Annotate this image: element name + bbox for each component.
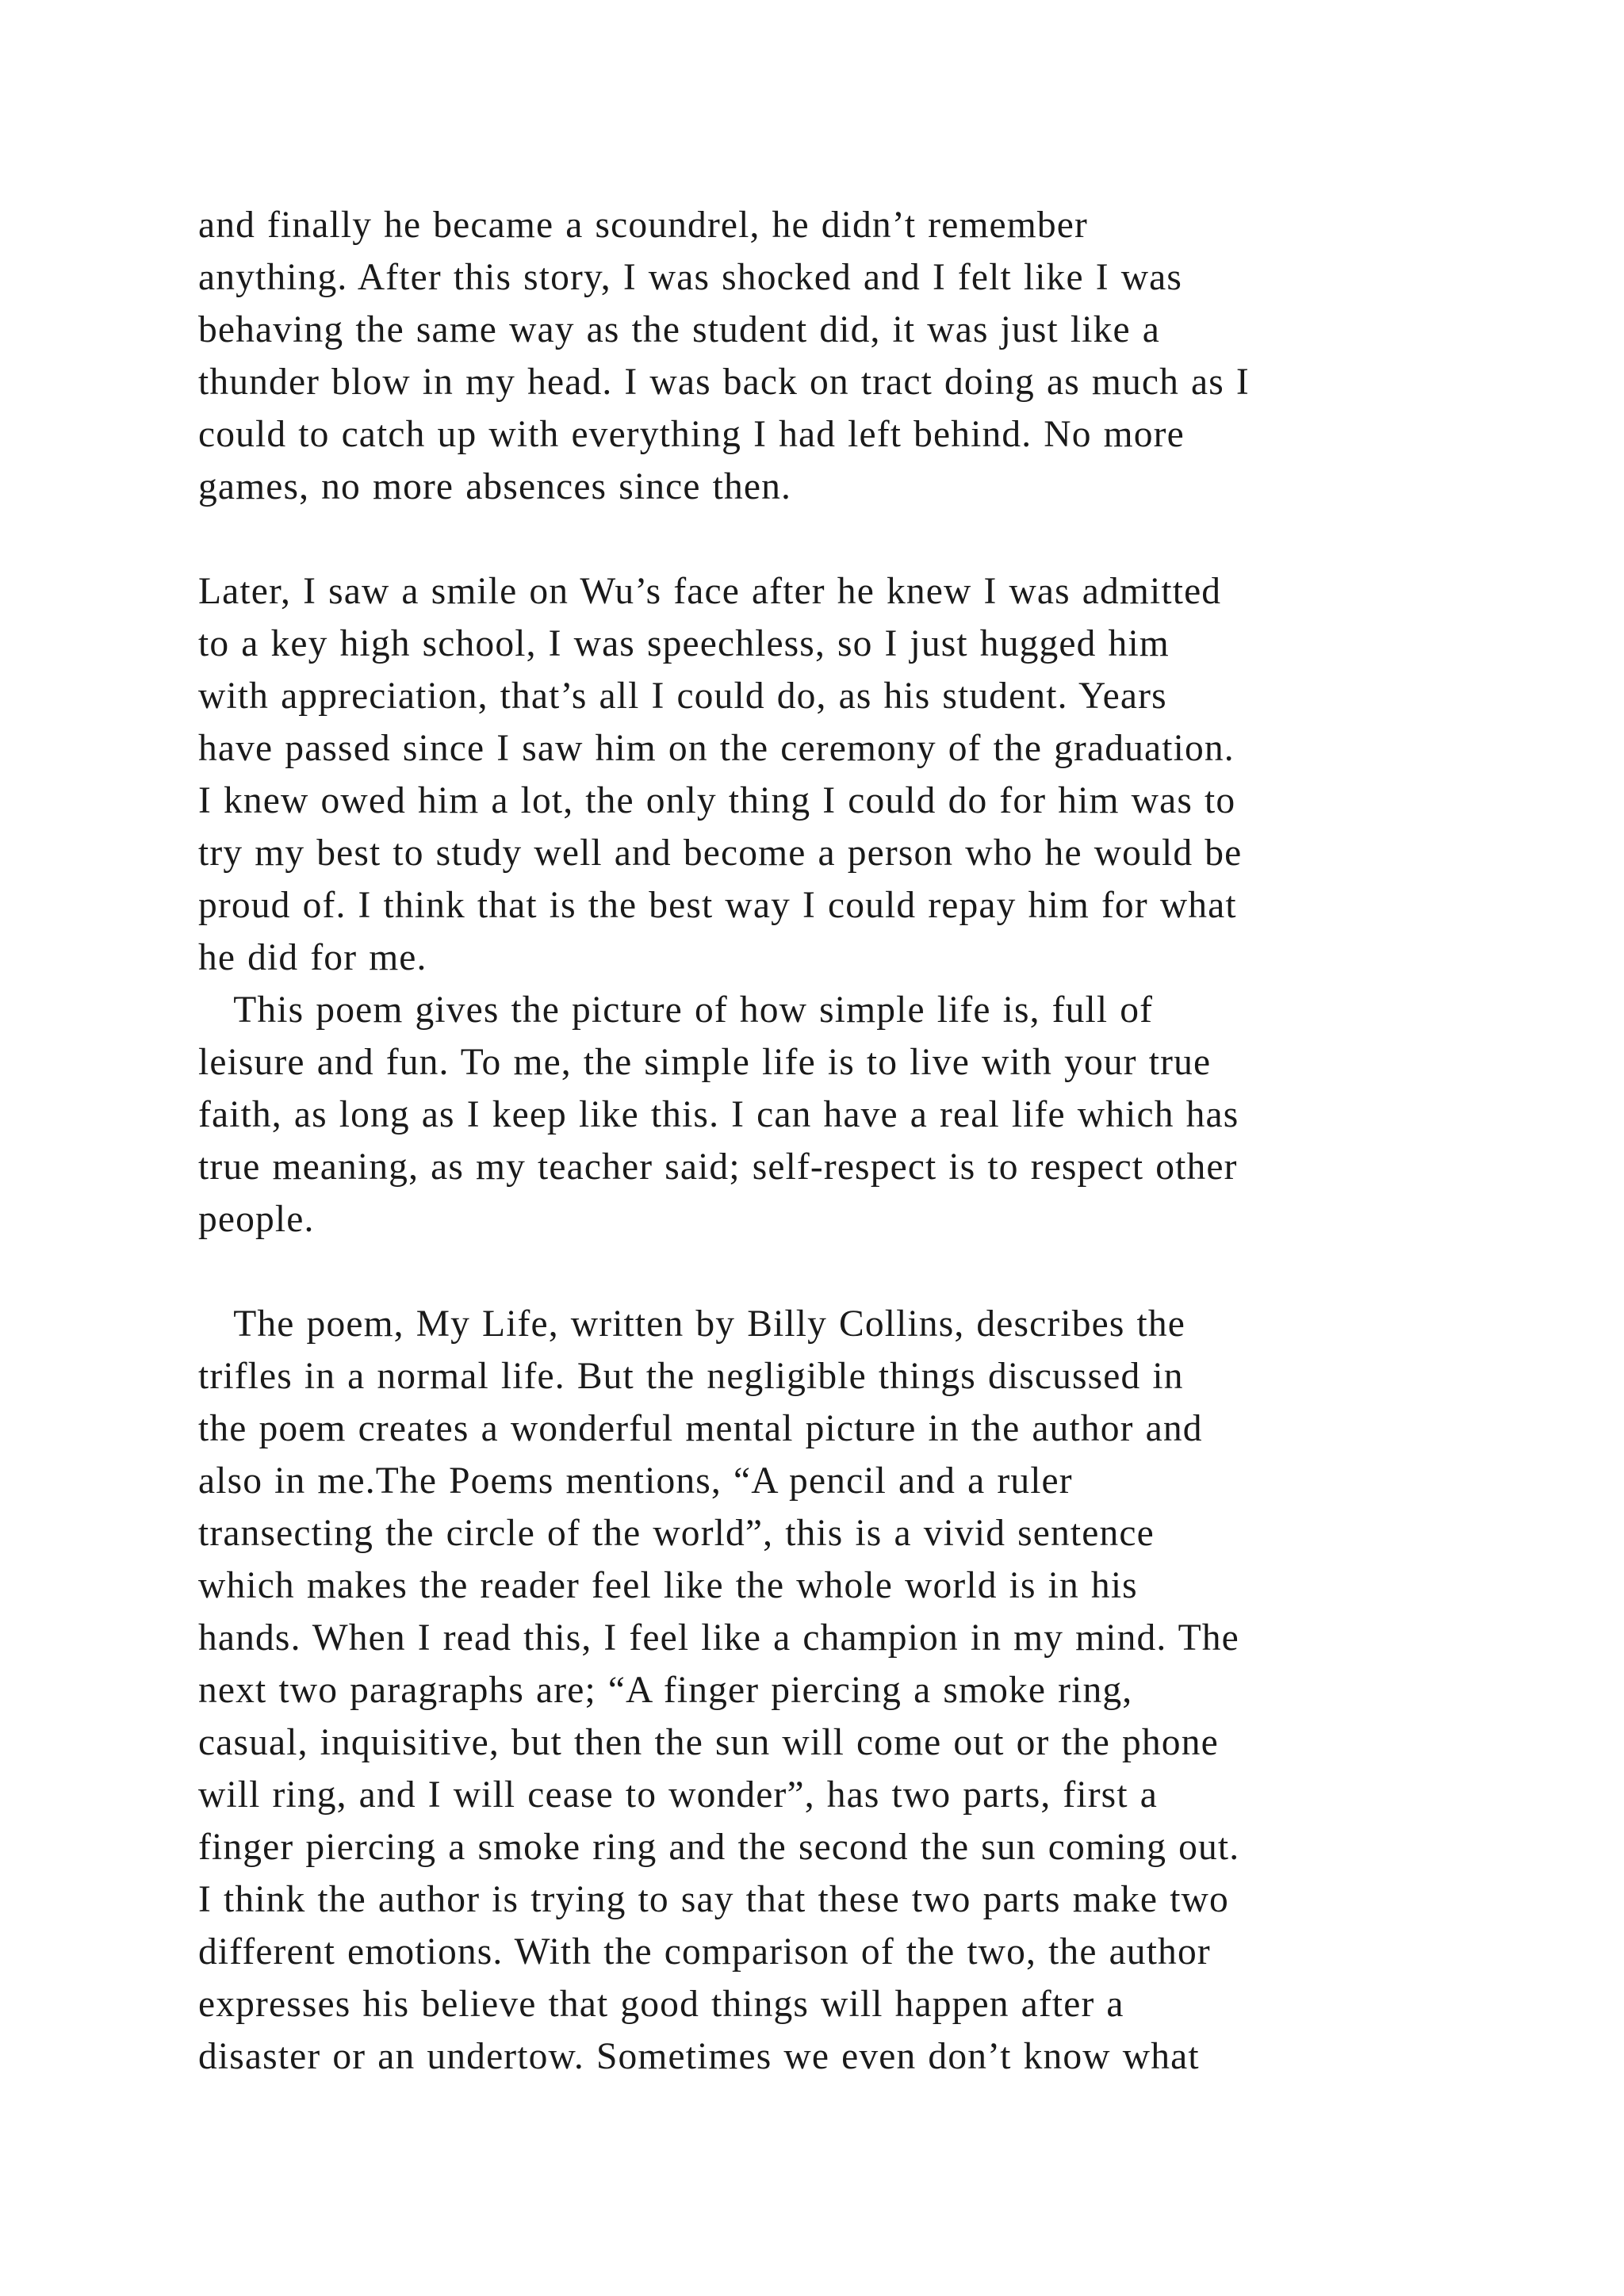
- text-line: the poem creates a wonderful mental picture in the author and: [198, 1408, 1203, 1449]
- text-line: also in me.The Poems mentions, “A pencil and a ruler: [198, 1460, 1073, 1502]
- text-line: different emotions. With the comparison of the two, the author: [198, 1931, 1211, 1973]
- text-line: behaving the same way as the student did, it was just like a: [198, 309, 1160, 350]
- text-line: could to catch up with everything I had left behind. No more: [198, 414, 1185, 455]
- text-line: leisure and fun. To me, the simple life is to live with your true: [198, 1042, 1212, 1083]
- text-line: casual, inquisitive, but then the sun will come out or the phone: [198, 1722, 1219, 1763]
- text-line: and finally he became a scoundrel, he didn’t remember: [198, 205, 1088, 246]
- text-line: finger piercing a smoke ring and the second the sun coming out.: [198, 1827, 1240, 1868]
- body-text: [198, 199, 1507, 2083]
- text-line: he did for me.: [198, 937, 427, 978]
- text-line: which makes the reader feel like the whole world is in his: [198, 1565, 1138, 1606]
- text-line: games, no more absences since then.: [198, 466, 791, 507]
- text-line: anything. After this story, I was shocked and I felt like I was: [198, 257, 1183, 298]
- text-line: people.: [198, 1199, 315, 1240]
- text-line: This poem gives the picture of how simple life is, full of: [198, 989, 1154, 1031]
- text-line: I think the author is trying to say that these two parts make two: [198, 1879, 1229, 1920]
- text-line: have passed since I saw him on the ceremony of the graduation.: [198, 728, 1235, 769]
- text-line: expresses his believe that good things will happen after a: [198, 1984, 1124, 2025]
- text-line: true meaning, as my teacher said; self-respect is to respect other: [198, 1146, 1238, 1188]
- text-line: with appreciation, that’s all I could do, as his student. Years: [198, 675, 1167, 717]
- text-line: proud of. I think that is the best way I could repay him for what: [198, 885, 1237, 926]
- text-line: trifles in a normal life. But the negligible things discussed in: [198, 1356, 1184, 1397]
- text-line: to a key high school, I was speechless, so I just hugged him: [198, 623, 1170, 664]
- text-line: disaster or an undertow. Sometimes we even don’t know what: [198, 2036, 1200, 2077]
- text-line: faith, as long as I keep like this. I can have a real life which has: [198, 1094, 1239, 1135]
- text-line: The poem, My Life, written by Billy Collins, describes the: [198, 1303, 1185, 1345]
- paragraph-gap: [198, 1246, 1507, 1298]
- paragraph-gap: [198, 513, 1507, 565]
- text-line: next two paragraphs are; “A finger piercing a smoke ring,: [198, 1670, 1133, 1711]
- text-line: hands. When I read this, I feel like a champion in my mind. The: [198, 1617, 1239, 1659]
- text-line: I knew owed him a lot, the only thing I could do for him was to: [198, 780, 1236, 821]
- text-line: try my best to study well and become a person who he would be: [198, 832, 1243, 874]
- text-line: will ring, and I will cease to wonder”, has two parts, first a: [198, 1774, 1158, 1816]
- text-line: transecting the circle of the world”, this is a vivid sentence: [198, 1513, 1155, 1554]
- text-line: thunder blow in my head. I was back on tract doing as much as I: [198, 362, 1250, 403]
- text-line: Later, I saw a smile on Wu’s face after he knew I was admitted: [198, 571, 1222, 612]
